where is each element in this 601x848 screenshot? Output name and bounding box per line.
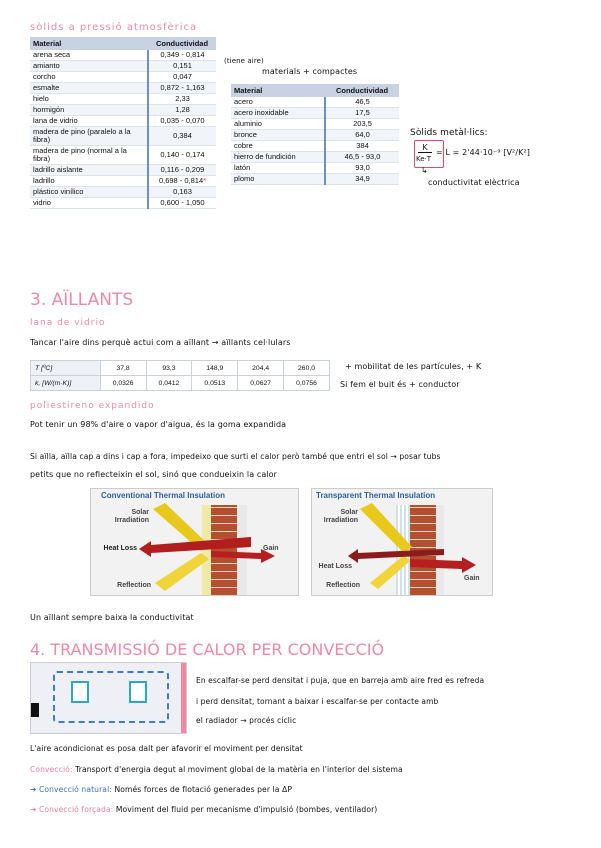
solids-value-cell	[148, 61, 216, 72]
k-value: 0,0627	[238, 376, 284, 391]
conveccio-forcada	[30, 805, 377, 814]
solids-row	[30, 83, 216, 94]
conveccio-p2: L'aire acondicionat es posa dalt per afavorir el moviment per densitat	[30, 744, 303, 753]
metals-value: 46,5	[355, 97, 370, 106]
conveccio-forcada-label: Convecció forçada:	[38, 805, 114, 814]
solids-row	[30, 146, 216, 165]
reflection-arrow	[155, 553, 209, 591]
metals-row	[231, 152, 399, 163]
temperature-value: 260,0	[284, 361, 330, 376]
k-value: 0,0513	[192, 376, 238, 391]
conveccio-def-text: Transport d'energia degut al moviment global de la matèria en l'interior del sistema	[75, 765, 403, 774]
solids-value-cell	[148, 198, 216, 209]
solids-value-cell	[148, 127, 216, 146]
fig2-gain-label: Gain	[464, 575, 480, 582]
solids-material-cell: ladrillo aislante	[30, 165, 148, 176]
heat-loss-arrowhead-2	[348, 549, 358, 563]
note-buit: Si fem el buit és + conductor	[340, 380, 460, 389]
solids-material-cell: esmalte	[30, 83, 148, 94]
solids-material-cell: amianto	[30, 61, 148, 72]
convection-loop	[53, 671, 169, 723]
metals-material-cell: bronce	[231, 130, 325, 141]
solar-arrow-2	[360, 503, 412, 553]
solids-header-material: Material	[30, 37, 148, 50]
conductivitat-electrica-label: conductivitat elèctrica	[428, 178, 520, 187]
solids-row	[30, 127, 216, 146]
note-tiene-aire: (tiene aire)	[224, 57, 264, 65]
aillants-line4: Un aïllant sempre baixa la conductivitat	[30, 613, 194, 622]
solids-value-cell	[148, 176, 216, 187]
solids-row	[30, 198, 216, 209]
conveccio-def-label: Convecció:	[30, 765, 73, 774]
solids-value-cell	[148, 105, 216, 116]
conveccio-forcada-text: Moviment del fluid per mecanisme d'impulsió (bombes, ventilador)	[115, 805, 378, 814]
solids-value-cell	[148, 187, 216, 198]
k-value: 0,0326	[100, 376, 146, 391]
solids-value-cell	[148, 165, 216, 176]
solids-value: 2,33	[175, 94, 190, 103]
conveccio-heading: 4. TRANSMISSIÓ DE CALOR PER CONVECCIÓ	[30, 640, 385, 659]
solids-row	[30, 72, 216, 83]
solids-row	[30, 105, 216, 116]
gain-arrow	[211, 551, 261, 559]
metals-value: 93,0	[355, 163, 370, 172]
aillants-line1: Tancar l'aire dins perquè actui com a aïllant → aïllants cel·lulars	[30, 338, 291, 347]
metals-row	[231, 163, 399, 174]
temperature-row	[31, 361, 330, 376]
metals-value-cell	[325, 108, 399, 119]
solids-row	[30, 94, 216, 105]
k-label: k, [W/(m·K)]	[31, 376, 101, 391]
solids-title: sòlids a pressió atmosfèrica	[30, 22, 198, 33]
fig1-title: Conventional Thermal Insulation	[101, 491, 226, 500]
metals-header-cond: Conductividad	[325, 84, 399, 97]
solids-value-cell	[148, 116, 216, 127]
solids-row	[30, 187, 216, 198]
solids-material-cell: arena seca	[30, 50, 148, 61]
arrow-right-icon: ➔	[30, 785, 37, 794]
metals-value-cell	[325, 141, 399, 152]
metals-value-cell	[325, 97, 399, 108]
solids-metallics-label: Sòlids metàl·lics:	[410, 128, 488, 138]
metals-row	[231, 141, 399, 152]
fig1-gain-label: Gain	[263, 545, 279, 552]
metals-material-cell: aluminio	[231, 119, 325, 130]
k-value: 0,0756	[284, 376, 330, 391]
metals-value: 46,5 - 93,0	[344, 152, 381, 161]
arrow-right-icon: ➔	[30, 805, 37, 814]
solids-material-cell: hielo	[30, 94, 148, 105]
metals-material-cell: acero	[231, 97, 325, 108]
note-mobilitat: + mobilitat de les partícules, + K	[345, 362, 482, 371]
metals-row	[231, 174, 399, 185]
convection-room-figure	[30, 662, 187, 734]
metals-value: 17,5	[355, 108, 370, 117]
metals-row	[231, 108, 399, 119]
solids-value: 0,872 - 1,163	[160, 83, 205, 92]
conveccio-p1a: En escalfar-se perd densitat i puja, que en barreja amb aire fred es refreda	[196, 676, 485, 685]
metals-value: 64,0	[355, 130, 370, 139]
solids-material-cell: madera de pino (paralelo a la fibra)	[30, 127, 148, 146]
metals-material-cell: acero inoxidable	[231, 108, 325, 119]
solids-value: 0,384	[173, 131, 192, 140]
temperature-value: 148,9	[192, 361, 238, 376]
metals-row	[231, 97, 399, 108]
temperature-value: 93,3	[146, 361, 192, 376]
fig1-reflection-label: Reflection	[117, 582, 151, 589]
fig2-heat-loss-label: Heat Loss	[318, 563, 352, 570]
temperature-value: 204,4	[238, 361, 284, 376]
solids-value-cell	[148, 72, 216, 83]
conveccio-definition	[30, 765, 403, 774]
fig1-heat-loss-label: Heat Loss	[103, 545, 137, 552]
metals-value: 34,9	[355, 174, 370, 183]
metals-value: 384	[356, 141, 369, 150]
metals-table	[231, 84, 399, 185]
solids-row	[30, 176, 216, 187]
k-row	[31, 376, 330, 391]
solids-row	[30, 61, 216, 72]
conveccio-p1b: i perd densitat, tornant a baixar i escalfar-se per contacte amb	[196, 697, 439, 706]
solids-material-cell: vidrio	[30, 198, 148, 209]
fig2-reflection-label: Reflection	[326, 582, 360, 589]
metals-material-cell: plomo	[231, 174, 325, 185]
metals-material-cell: hierro de fundición	[231, 152, 325, 163]
conveccio-p1c: el radiador → procés cíclic	[196, 716, 297, 725]
solids-material-cell: madera de pino (normal a la fibra)	[30, 146, 148, 165]
solids-value: 0,163	[173, 187, 192, 196]
formula-rest: = L = 2'44·10⁻⁹ [V²/K²]	[436, 148, 531, 157]
gain-arrow-2	[410, 559, 462, 569]
lana-vidrio-subtitle: lana de vidrio	[30, 318, 106, 328]
solids-value: 0,349 - 0,814	[160, 50, 205, 59]
solids-row	[30, 50, 216, 61]
solids-value: 1,28	[175, 105, 190, 114]
k-value: 0,0412	[146, 376, 192, 391]
metals-row	[231, 119, 399, 130]
solids-value: 0,140 - 0,174	[160, 150, 205, 159]
metals-table-body	[231, 97, 399, 185]
aillants-heading: 3. AÏLLANTS	[30, 290, 134, 310]
solids-row	[30, 116, 216, 127]
metals-material-cell: cobre	[231, 141, 325, 152]
solids-value-cell	[148, 146, 216, 165]
note-materials-compactes: materials + compactes	[262, 67, 358, 76]
fig2-title: Transparent Thermal Insulation	[316, 491, 436, 500]
metals-value-cell	[325, 163, 399, 174]
solids-value: 0,698 - 0,814	[158, 176, 204, 185]
solids-value-cell	[148, 50, 216, 61]
temperature-value: 37,8	[100, 361, 146, 376]
solids-value-cell	[148, 83, 216, 94]
wall-edge	[181, 663, 186, 733]
aillants-line3b: petits que no reflecteixin el sol, sinó que condueixin la calor	[30, 470, 278, 479]
formula-denominator: Ke·T	[416, 155, 432, 163]
heat-loss-arrowhead	[139, 541, 151, 557]
k-temperature-table	[30, 360, 330, 391]
solids-table	[30, 37, 216, 209]
poliestireno-subtitle: poliestireno expandido	[30, 401, 155, 411]
metals-value: 203,5	[353, 119, 372, 128]
metals-value-cell	[325, 130, 399, 141]
solids-row	[30, 165, 216, 176]
solids-value: 0,600 - 1,050	[160, 198, 205, 207]
fig1-arrows	[91, 489, 298, 595]
metals-value-cell	[325, 119, 399, 130]
solids-header-cond: Conductividad	[148, 37, 216, 50]
solids-value: 0,151	[173, 61, 192, 70]
solids-value-cell	[148, 94, 216, 105]
metals-header-material: Material	[231, 84, 325, 97]
conventional-insulation-figure	[90, 488, 299, 596]
formula-highlight	[414, 140, 444, 168]
conveccio-natural	[30, 785, 292, 794]
solids-value: 0,035 - 0,070	[160, 116, 205, 125]
aillants-line2: Pot tenir un 98% d'aire o vapor d'aigua, és la goma expandida	[30, 420, 287, 429]
conveccio-natural-label: Convecció natural:	[38, 785, 112, 794]
aillants-line3a: Si aïlla, aïlla cap a dins i cap a fora, impedeixo que surti el calor però també que entri el sol → posar tubs	[30, 452, 441, 461]
metals-value-cell	[325, 152, 399, 163]
metals-row	[231, 130, 399, 141]
solids-material-cell: plástico vinílico	[30, 187, 148, 198]
solids-material-cell: ladrillo	[30, 176, 148, 187]
gain-arrowhead-2	[462, 557, 476, 573]
temperature-label: T [ºC]	[31, 361, 101, 376]
metals-material-cell: latón	[231, 163, 325, 174]
fig1-solar-label: Solar	[131, 509, 149, 516]
fig2-solar-label: Solar	[340, 509, 358, 516]
solids-value: 0,116 - 0,209	[160, 165, 205, 174]
solids-material-cell: lana de vidrio	[30, 116, 148, 127]
fig2-irradiation-label: Irradiation	[323, 517, 358, 524]
solids-value: 0,047	[173, 72, 192, 81]
transparent-insulation-figure	[311, 488, 493, 596]
reflection-arrow-2	[370, 555, 410, 589]
formula-numerator: K	[418, 143, 432, 153]
solids-table-body	[30, 50, 216, 209]
solids-material-cell: hormigón	[30, 105, 148, 116]
conveccio-natural-text: Només forces de flotació generades per la ΔP	[114, 785, 293, 794]
metals-value-cell	[325, 174, 399, 185]
arrow-down-icon: ↳	[421, 166, 428, 175]
solids-material-cell: corcho	[30, 72, 148, 83]
fig1-irradiation-label: Irradiation	[114, 517, 149, 524]
solids-mark: *	[203, 176, 207, 185]
radiator	[31, 703, 39, 717]
